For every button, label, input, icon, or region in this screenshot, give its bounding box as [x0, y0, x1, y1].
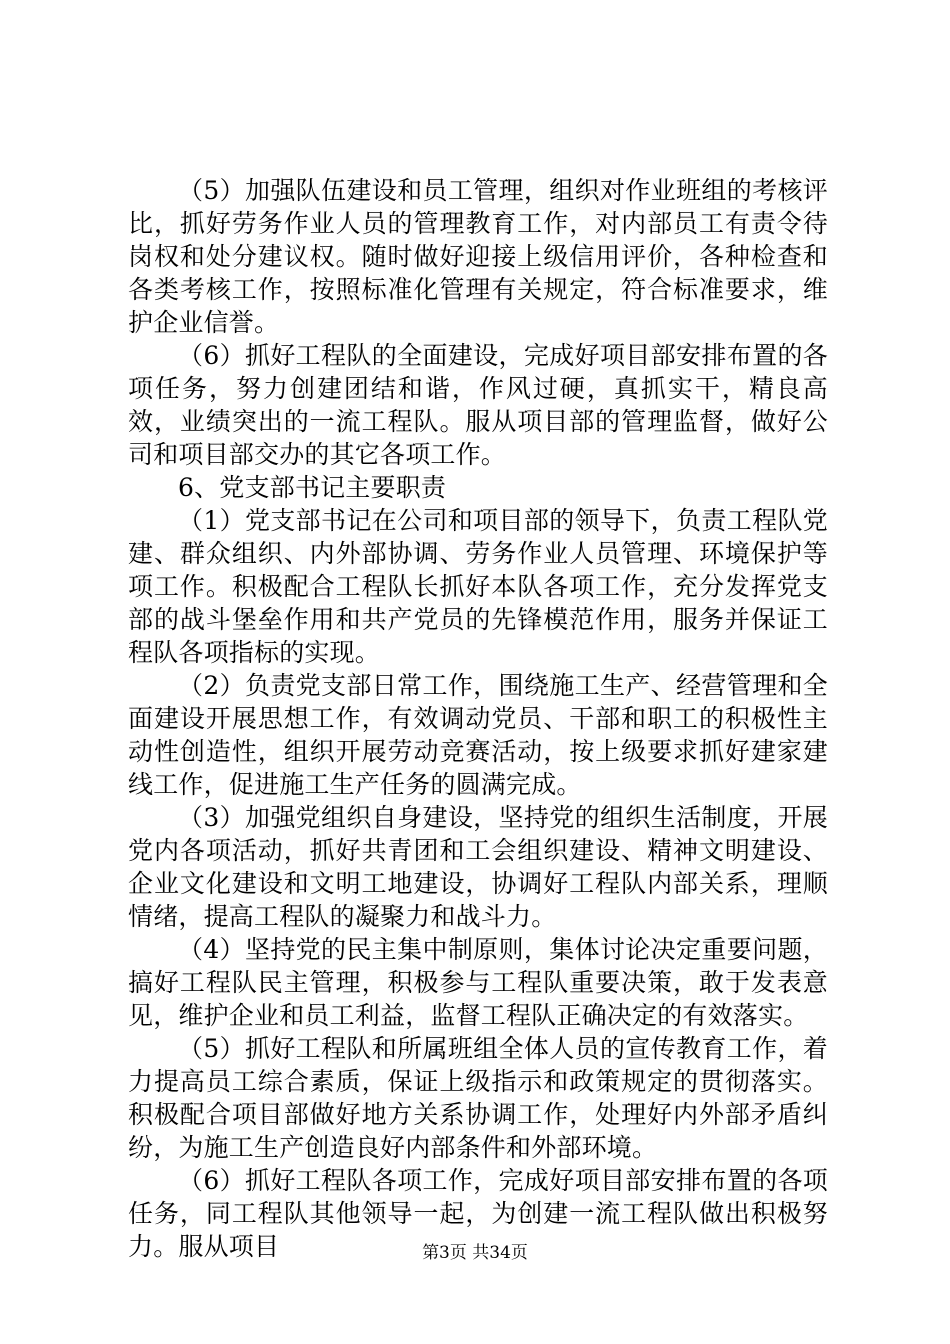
section-heading-party-secretary: 6、党支部书记主要职责	[178, 473, 447, 502]
paragraph-1-secretary-duties: （1）党支部书记在公司和项目部的领导下，负责工程队党建、群众组织、内外部协调、劳务作业人员管理、环境保护等项工作。积极配合工程队长抓好本队各项工作，充分发挥党支部的战斗堡垒作用和共产党员的先锋模范作用，服务并保证工程队各项指标的实现。	[128, 506, 828, 667]
paragraph-6-team-construction: （6）抓好工程队的全面建设，完成好项目部安排布置的各项任务，努力创建团结和谐，作风过硬，真抓实干，精良高效，业绩突出的一流工程队。服从项目部的管理监督，做好公司和项目部交办的其它各项工作。	[128, 341, 828, 469]
document-body	[128, 174, 828, 1263]
paragraph-2-daily-work: （2）负责党支部日常工作，围绕施工生产、经营管理和全面建设开展思想工作，有效调动党员、干部和职工的积极性主动性创造性，组织开展劳动竞赛活动，按上级要求抓好建家建线工作，促进施工生产任务的圆满完成。	[128, 671, 828, 799]
paragraph-4-democratic-centralism: （4）坚持党的民主集中制原则，集体讨论决定重要问题，搞好工程队民主管理，积极参与工程队重要决策，敢于发表意见，维护企业和员工利益，监督工程队正确决定的有效落实。	[128, 935, 828, 1030]
page-number-footer: 第3页 共34页	[422, 1243, 528, 1263]
paragraph-5-team-building: （5）加强队伍建设和员工管理，组织对作业班组的考核评比，抓好劳务作业人员的管理教育工作，对内部员工有责令待岗权和处分建议权。随时做好迎接上级信用评价，各种检查和各类考核工作，按照标准化管理有关规定，符合标准要求，维护企业信誉。	[128, 176, 828, 337]
paragraph-5-education: （5）抓好工程队和所属班组全体人员的宣传教育工作，着力提高员工综合素质，保证上级指示和政策规定的贯彻落实。积极配合项目部做好地方关系协调工作，处理好内外部矛盾纠纷，为施工生产创造良好内部条件和外部环境。	[128, 1034, 828, 1162]
paragraph-6-team-work: （6）抓好工程队各项工作，完成好项目部安排布置的各项任务，同工程队其他领导一起，为创建一流工程队做出积极努力。服从项目	[128, 1166, 828, 1261]
paragraph-3-organization-building: （3）加强党组织自身建设，坚持党的组织生活制度，开展党内各项活动，抓好共青团和工会组织建设、精神文明建设、企业文化建设和文明工地建设，协调好工程队内部关系，理顺情绪，提高工程队的凝聚力和战斗力。	[128, 803, 828, 931]
